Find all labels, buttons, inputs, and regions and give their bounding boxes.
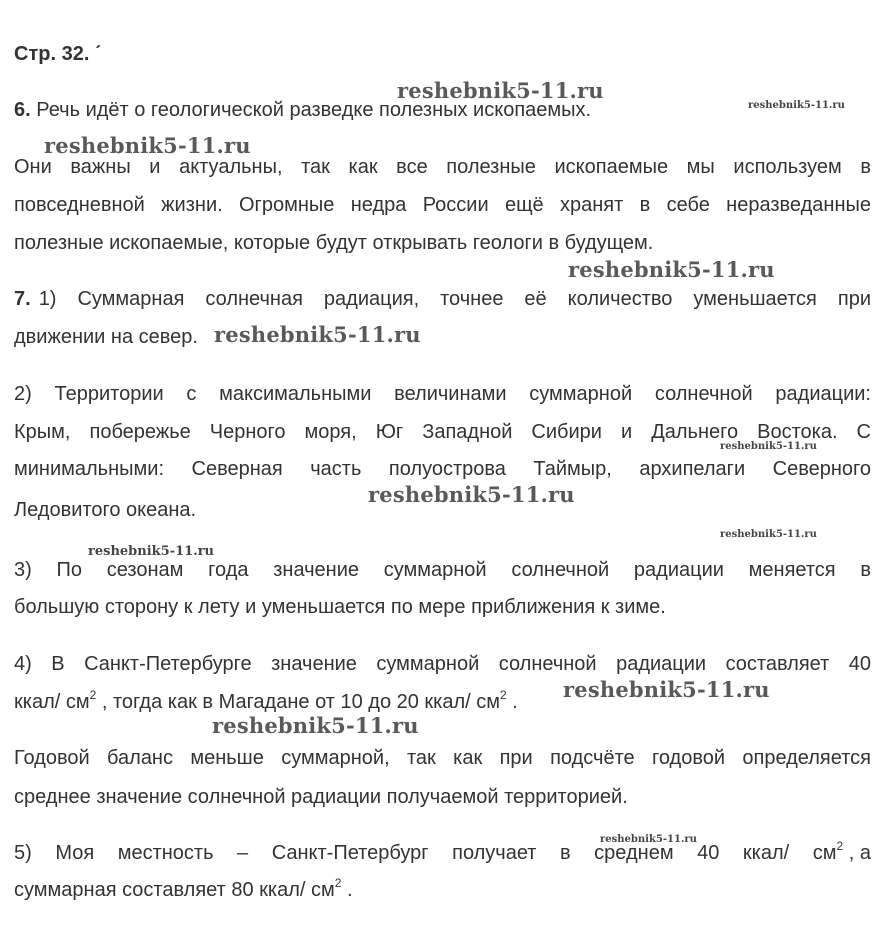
q7-a1-line1 (14, 287, 871, 311)
watermark: reshebnik5-11.ru (563, 677, 770, 702)
watermark-small: reshebnik5-11.ru (600, 834, 697, 845)
q7-a2-line2: Крым, побережье Черного моря, Юг Западной Сибири и Дальнего Востока. С (14, 421, 871, 443)
page-number: Стр. 32. (14, 43, 90, 65)
q6-p2-line3: полезные ископаемые, которые будут открывать геологи в будущем. (14, 232, 654, 254)
superscript-2: 2 (334, 876, 342, 890)
q7-a4-text-b: , тогда как в Магадане от 10 до 20 ккал/ см (96, 691, 501, 713)
superscript-2: 2 (500, 688, 507, 702)
q7-a1-line2: движении на север. (14, 326, 198, 348)
q6-text: Речь идёт о геологической разведке полезных ископаемых. (36, 99, 592, 121)
watermark: reshebnik5-11.ru (397, 78, 604, 103)
q7-a2-line3: минимальными: Северная часть полуострова Таймыр, архипелаги Северного (14, 458, 871, 480)
q7-a3-line2: большую сторону к лету и уменьшается по мере приближения к зиме. (14, 596, 666, 618)
q7-a4b-line2: среднее значение солнечной радиации получаемой территорией. (14, 786, 628, 808)
header-mark: ˊ (94, 43, 102, 65)
watermark: reshebnik5-11.ru (214, 322, 421, 347)
q7-a2-line4: Ледовитого океана. (14, 499, 197, 521)
q7-a4-text-a: ккал/ см (14, 691, 90, 713)
watermark: reshebnik5-11.ru (568, 257, 775, 282)
q7-a4-line1: 4) В Санкт-Петербурге значение суммарной солнечной радиации составляет 40 (14, 653, 871, 675)
watermark-mid: reshebnik5-11.ru (88, 544, 215, 559)
watermark-small: reshebnik5-11.ru (748, 100, 845, 111)
q7-a4-text-c: . (506, 691, 518, 713)
q7-a3-line1: 3) По сезонам года значение суммарной солнечной радиации меняется в (14, 559, 871, 581)
q6-number: 6. (14, 99, 31, 121)
q6-p2-line2: повседневной жизни. Огромные недра России ещё хранят в себе неразведанные (14, 194, 871, 216)
q7-a5-line2 (14, 878, 871, 902)
page-header (14, 42, 871, 66)
q7-a5-line1 (14, 841, 871, 865)
q7-a1-text: 1) Суммарная солнечная радиация, точнее её количество уменьшается при (38, 288, 871, 310)
watermark: reshebnik5-11.ru (212, 713, 419, 738)
q7-a5-text: 5) Моя местность – Санкт-Петербург получает в среднем 40 ккал/ см (14, 842, 837, 864)
q7-a2-line1: 2) Территории с максимальными величинами суммарной солнечной радиации: (14, 383, 871, 405)
watermark-small: reshebnik5-11.ru (720, 441, 817, 452)
q6-p2-line1: Они важны и актуальны, так как все полезные ископаемые мы используем в (14, 156, 871, 178)
watermark: reshebnik5-11.ru (44, 133, 251, 158)
watermark: reshebnik5-11.ru (368, 482, 575, 507)
watermark-small: reshebnik5-11.ru (720, 529, 817, 540)
q7-a5-text-d: . (341, 879, 353, 901)
superscript-2: 2 (89, 688, 97, 702)
q7-a4b-line1: Годовой баланс меньше суммарной, так как при подсчёте годовой определяется (14, 747, 871, 769)
q7-number: 7. (14, 288, 31, 310)
q7-a5-text-b: , а (843, 842, 871, 864)
q7-a5-text-a (14, 841, 843, 865)
q7-a5-text-c: суммарная составляет 80 ккал/ см (14, 879, 335, 901)
superscript-2: 2 (836, 839, 844, 853)
